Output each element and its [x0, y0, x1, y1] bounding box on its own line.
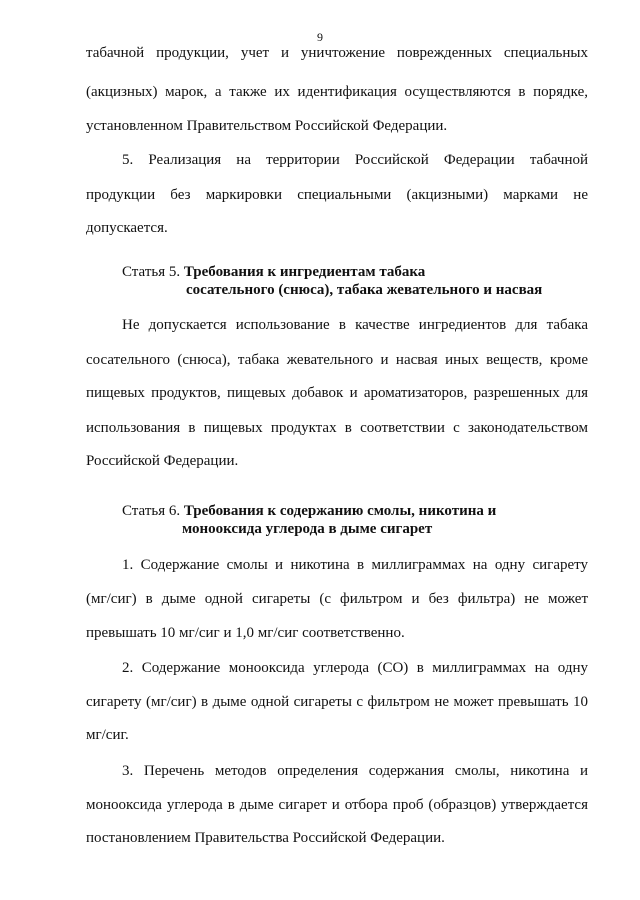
paragraph-line: установленном Правительством Российской Федерации.	[86, 118, 448, 134]
paragraph-line: (акцизных) марок, а также их идентификация осуществляются в порядке,	[86, 84, 588, 100]
paragraph-line: табачной продукции, учет и уничтожение поврежденных специальных	[86, 45, 588, 61]
paragraph-line: 3. Перечень методов определения содержания смолы, никотина и	[122, 763, 588, 779]
article-prefix: Статья 5.	[122, 264, 184, 280]
paragraph-line: 2. Содержание монооксида углерода (CO) в миллиграммах на одну	[122, 660, 588, 676]
article-6-heading	[122, 502, 496, 520]
paragraph-line: сосательного (снюса), табака жевательного и насвая иных веществ, кроме	[86, 352, 588, 368]
article-prefix: Статья 6.	[122, 503, 184, 519]
article-title: Требования к содержанию смолы, никотина и	[183, 503, 497, 519]
article-title-continuation: монооксида углерода в дыме сигарет	[182, 521, 433, 537]
paragraph-line: допускается.	[86, 220, 168, 236]
paragraph-line: Российской Федерации.	[86, 453, 239, 469]
article-title: Требования к ингредиентам табака	[183, 264, 426, 280]
paragraph-line: продукции без маркировки специальными (акцизными) марками не	[86, 187, 588, 203]
paragraph-line: монооксида углерода в дыме сигарет и отбора проб (образцов) утверждается	[86, 797, 588, 813]
paragraph-line: превышать 10 мг/сиг и 1,0 мг/сиг соответственно.	[86, 625, 405, 641]
paragraph-line: (мг/сиг) в дыме одной сигареты (с фильтром и без фильтра) не может	[86, 591, 588, 607]
paragraph-line: Не допускается использование в качестве ингредиентов для табака	[122, 317, 588, 333]
paragraph-line: пищевых продуктов, пищевых добавок и ароматизаторов, разрешенных для	[86, 385, 588, 401]
article-5-heading	[122, 263, 425, 281]
paragraph-line: использования в пищевых продуктах в соответствии с законодательством	[86, 420, 588, 436]
article-title-continuation: сосательного (снюса), табака жевательного и насвая	[186, 282, 543, 298]
page-number: 9	[317, 30, 323, 44]
paragraph-line: сигарету (мг/сиг) в дыме одной сигареты с фильтром не может превышать 10	[86, 694, 588, 710]
paragraph-line: мг/сиг.	[86, 727, 129, 743]
paragraph-line: 5. Реализация на территории Российской Федерации табачной	[122, 152, 588, 168]
paragraph-line: постановлением Правительства Российской Федерации.	[86, 830, 445, 846]
paragraph-line: 1. Содержание смолы и никотина в миллиграммах на одну сигарету	[122, 557, 588, 573]
